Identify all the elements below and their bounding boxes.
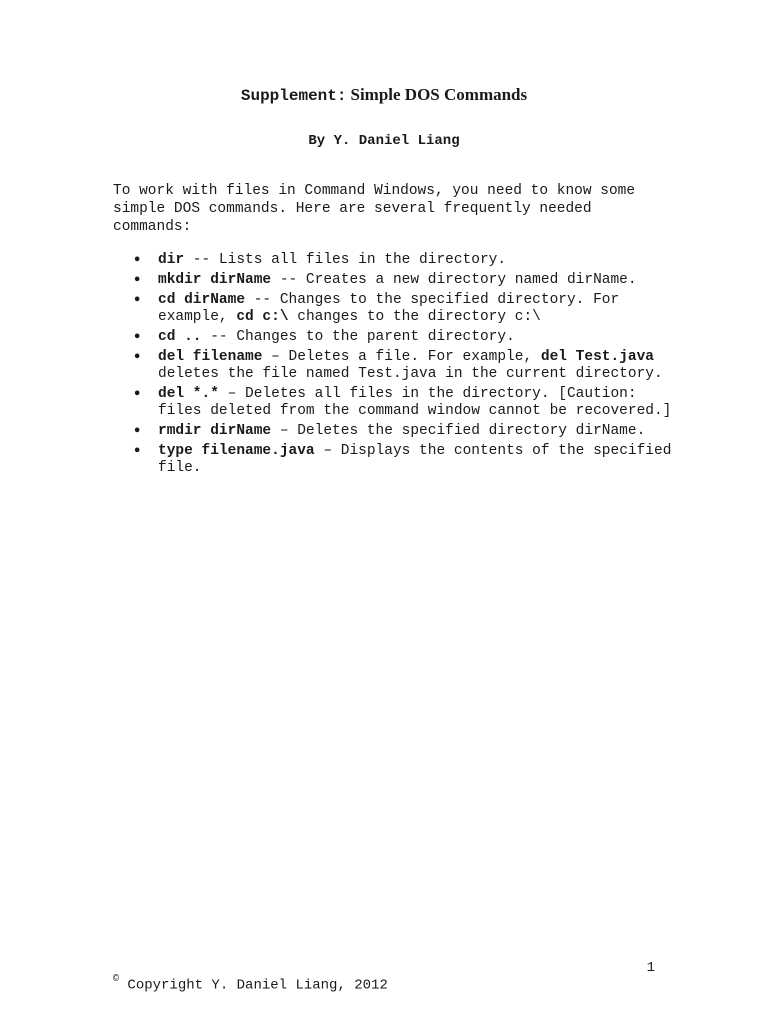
bullet-icon: •: [133, 293, 142, 308]
command-description: -- Creates a new directory named dirName.: [271, 272, 637, 288]
command-example: cd c:\: [236, 309, 289, 325]
command-description-cont: changes to the directory c:\: [288, 309, 541, 325]
command-list: [113, 252, 673, 480]
title-prefix: Supplement:: [240, 87, 347, 105]
list-item: [113, 292, 673, 326]
command-example: del Test.java: [540, 349, 654, 365]
command-name: cd ..: [158, 329, 202, 345]
command-name: mkdir dirName: [158, 272, 272, 288]
page-number: 1: [646, 960, 655, 976]
page-title: [0, 84, 768, 107]
command-name: rmdir dirName: [158, 423, 272, 439]
bullet-icon: •: [133, 444, 142, 459]
command-name: del filename: [158, 349, 263, 365]
copyright-footer: [113, 976, 388, 994]
list-item: [113, 386, 673, 420]
command-description: – Displays the contents of the specified file.: [158, 443, 672, 476]
command-description: – Deletes a file. For example,: [262, 349, 541, 365]
copyright-text: Copyright Y. Daniel Liang, 2012: [119, 977, 388, 994]
bullet-icon: •: [133, 253, 142, 268]
bullet-icon: •: [133, 424, 142, 439]
command-name: dir: [158, 252, 185, 268]
bullet-icon: •: [133, 387, 142, 402]
command-name: cd dirName: [158, 292, 246, 308]
command-description: -- Changes to the specified directory. For example,: [158, 292, 620, 325]
command-description: – Deletes the specified directory dirName.: [271, 423, 646, 439]
bullet-icon: •: [133, 330, 142, 345]
author-line: By Y. Daniel Liang: [308, 133, 460, 149]
list-item: [113, 329, 673, 346]
command-description: – Deletes all files in the directory. [Caution: files deleted from the command window cannot be recovered.]: [158, 386, 672, 419]
list-item: [113, 443, 673, 477]
command-name: del *.*: [158, 386, 219, 402]
command-description-cont: deletes the file named Test.java in the current directory.: [158, 366, 663, 382]
command-description: -- Lists all files in the directory.: [184, 252, 507, 268]
list-item: [113, 272, 673, 289]
list-item: [113, 423, 673, 440]
command-description: -- Changes to the parent directory.: [201, 329, 515, 345]
command-name: type filename.java: [158, 443, 315, 459]
copyright-icon: ©: [113, 974, 120, 985]
list-item: [113, 349, 673, 383]
bullet-icon: •: [133, 273, 142, 288]
title-main: Simple DOS Commands: [350, 85, 528, 104]
intro-paragraph: To work with files in Command Windows, you need to know some simple DOS commands. Here are several frequently needed commands:: [113, 183, 636, 235]
bullet-icon: •: [133, 350, 142, 365]
list-item: [113, 252, 673, 269]
